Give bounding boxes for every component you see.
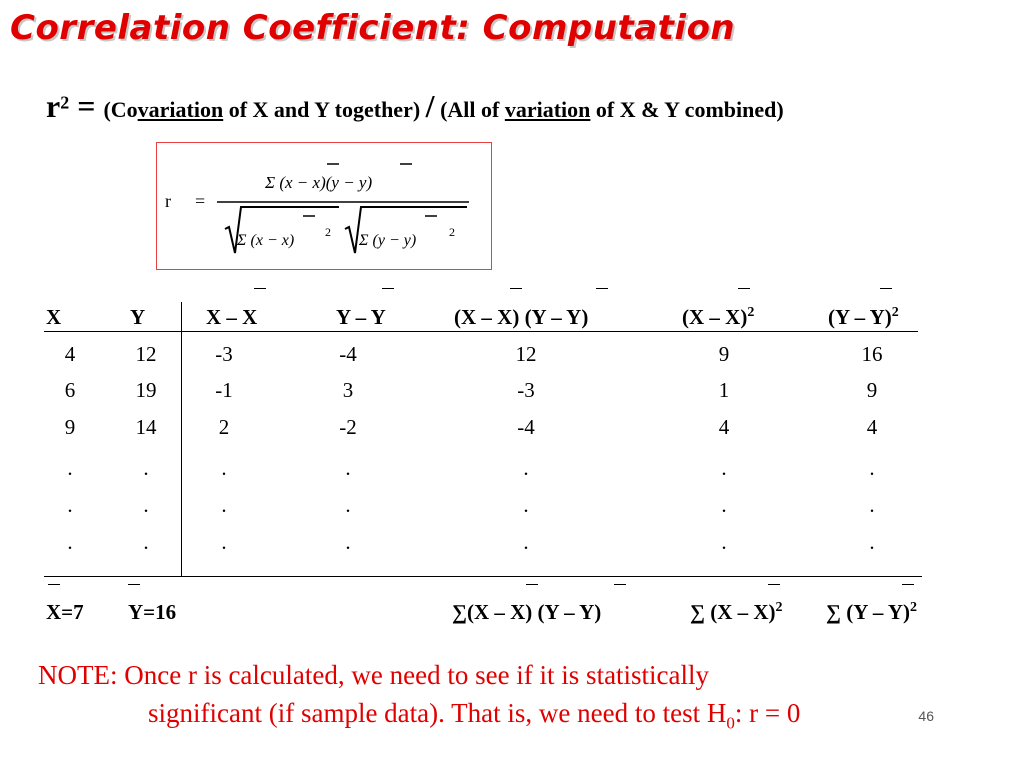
formula-numerator: Σ (x − x)(y − y) — [265, 173, 373, 192]
table-vertical-divider — [181, 302, 182, 576]
table-cell: . — [221, 493, 227, 517]
table-cell: . — [869, 530, 875, 554]
sum-ybar-3 — [902, 584, 914, 585]
formula-box — [156, 142, 492, 270]
table-cell: . — [143, 456, 149, 480]
note-line-1: NOTE: Once r is calculated, we need to see if it is statistically — [38, 660, 710, 690]
table-cell: . — [523, 493, 529, 517]
sum-xbar-2 — [526, 584, 538, 585]
note-line-2: significant (if sample data). That is, we need to test $H_0$: r = 0 — [148, 698, 801, 733]
table-cell: 9 — [64, 415, 76, 439]
r-exponent: 2 — [60, 92, 70, 113]
sum-xbar-3 — [768, 584, 780, 585]
table-cell: . — [345, 530, 351, 554]
covariation-prefix: (Co — [103, 97, 138, 122]
header-y: Y — [130, 305, 146, 329]
table-cell: . — [345, 493, 351, 517]
table-cell: 19 — [135, 378, 157, 402]
table-cell: -1 — [215, 378, 233, 402]
division-slash: / — [425, 88, 435, 124]
variation-prefix: (All of — [434, 97, 505, 122]
page-number: 46 — [918, 708, 934, 724]
slide-title: Correlation Coefficient: Computation — [10, 8, 736, 48]
table-cell: . — [869, 493, 875, 517]
sum-x-dev-sq: ∑ (X – X)$^2$ — [690, 600, 783, 624]
header-product: (X – X) (Y – Y) — [454, 305, 589, 329]
header-ybar-3 — [880, 288, 892, 289]
table-cell: 2 — [218, 415, 230, 439]
header-y-dev: Y – Y — [336, 305, 386, 329]
table-cell: . — [221, 456, 227, 480]
table-cell: . — [523, 456, 529, 480]
formula-denominator-x: Σ (x − x) — [237, 232, 295, 249]
table-cell: . — [869, 456, 875, 480]
table-cell: . — [143, 493, 149, 517]
variation-underlined: variation — [504, 97, 591, 122]
table-cell: . — [67, 456, 73, 480]
r-symbol: r — [46, 88, 61, 124]
header-x-dev: X – X — [206, 305, 258, 329]
table-cell: . — [67, 493, 73, 517]
table-cell: 4 — [718, 415, 730, 439]
table-cell: 3 — [342, 378, 354, 402]
table-cell: . — [721, 493, 727, 517]
sum-xbar-mean — [48, 584, 60, 585]
correlation-formula — [157, 143, 491, 269]
covariation-suffix: of X and Y together) — [223, 97, 426, 122]
table-cell: . — [143, 530, 149, 554]
table-cell: . — [67, 530, 73, 554]
table-cell: 1 — [718, 378, 730, 402]
sum-ybar-mean — [128, 584, 140, 585]
table-cell: -2 — [339, 415, 357, 439]
table-cell: . — [221, 530, 227, 554]
formula-denominator-y: Σ (y − y) — [359, 232, 417, 249]
header-x-dev-sq: (X – X)$^2$ — [682, 305, 755, 329]
table-cell: . — [523, 530, 529, 554]
header-xbar-1 — [254, 288, 266, 289]
header-y-dev-sq: (Y – Y)$^2$ — [828, 305, 899, 329]
mean-y: Y=16 — [128, 600, 177, 624]
formula-r: r — [165, 191, 171, 211]
header-x: X — [46, 305, 62, 329]
header-ybar-2 — [596, 288, 608, 289]
table-cell: 6 — [64, 378, 76, 402]
variation-suffix: of X & Y combined) — [590, 97, 784, 122]
table-cell: 16 — [861, 342, 883, 366]
header-ybar-1 — [382, 288, 394, 289]
table-cell: -4 — [339, 342, 357, 366]
formula-den-y-exp: 2 — [449, 225, 455, 239]
mean-x: X=7 — [46, 600, 84, 624]
table-cell: -4 — [517, 415, 535, 439]
table-cell: -3 — [517, 378, 535, 402]
table-cell: 12 — [515, 342, 537, 366]
table-cell: . — [721, 530, 727, 554]
table-cell: 4 — [866, 415, 878, 439]
table-cell: . — [721, 456, 727, 480]
equals-sign: = — [69, 88, 104, 124]
table-cell: 12 — [135, 342, 157, 366]
header-xbar-3 — [738, 288, 750, 289]
covariation-underlined: variation — [137, 97, 224, 122]
table-cell: 4 — [64, 342, 76, 366]
sum-y-dev-sq: ∑ (Y – Y)$^2$ — [826, 600, 917, 624]
r-squared-definition — [46, 88, 784, 125]
table-cell: 9 — [866, 378, 878, 402]
header-xbar-2 — [510, 288, 522, 289]
sum-product: ∑(X – X) (Y – Y) — [452, 600, 602, 624]
sum-separator-line — [44, 576, 922, 577]
sum-ybar-2 — [614, 584, 626, 585]
formula-equals: = — [195, 191, 206, 211]
table-cell: 9 — [718, 342, 730, 366]
table-cell: -3 — [215, 342, 233, 366]
header-underline — [44, 331, 918, 332]
table-cell: 14 — [135, 415, 157, 439]
table-cell: . — [345, 456, 351, 480]
formula-den-x-exp: 2 — [325, 225, 331, 239]
